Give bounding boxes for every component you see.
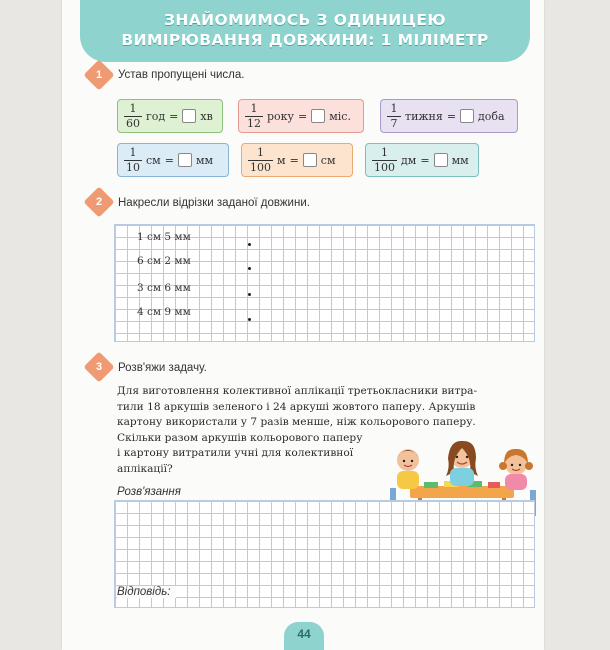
task-3-badge — [88, 356, 110, 378]
answer-box[interactable] — [303, 153, 317, 167]
unit-left: дм — [401, 153, 417, 167]
answer-box[interactable] — [311, 109, 325, 123]
unit-left: м — [277, 153, 286, 167]
fraction-box-hours — [117, 99, 223, 133]
solution-label: Розв'язання — [117, 486, 181, 498]
fraction-box-week — [380, 99, 518, 133]
fraction-box-cm — [117, 143, 229, 177]
equals-sign: = — [420, 153, 430, 167]
task-3-label: Розв'яжи задачу. — [118, 362, 207, 374]
fraction-box-dm — [365, 143, 479, 177]
page-title — [80, 10, 530, 50]
page-title-line-2: ВИМІРЮВАННЯ ДОВЖИНИ: 1 МІЛІМЕТР — [121, 31, 489, 49]
task-2-badge — [88, 191, 110, 213]
task-2-number: 2 — [95, 196, 103, 208]
answer-box[interactable] — [434, 153, 448, 167]
solution-grid[interactable] — [114, 500, 535, 608]
unit-left: року — [267, 109, 295, 123]
segment-start-dot — [248, 318, 251, 321]
fraction-box-m — [241, 143, 353, 177]
unit-right: міс. — [329, 109, 351, 123]
fraction: $\frac{1}{7}$ — [387, 103, 401, 130]
answer-label: Відповідь: — [117, 586, 176, 598]
unit-right: мм — [451, 153, 469, 167]
problem-line: і картону витратили учні для колективної — [117, 447, 354, 459]
task-3-number: 3 — [95, 361, 103, 373]
workbook-page — [62, 0, 544, 650]
equals-sign: = — [298, 109, 308, 123]
equals-sign: = — [289, 153, 299, 167]
page-number: 44 — [297, 627, 311, 641]
task-1-number: 1 — [95, 69, 103, 81]
answer-box[interactable] — [178, 153, 192, 167]
page-title-line-1: ЗНАЙОМИМОСЬ З ОДИНИЦЕЮ — [164, 11, 446, 29]
task-1-badge — [88, 64, 110, 86]
task-2-label: Накресли відрізки заданої довжини. — [118, 197, 310, 209]
problem-line: тили 18 аркушів зеленого і 24 аркуші жовтого паперу. Аркушів — [117, 400, 476, 413]
fraction: $\frac{1}{12}$ — [247, 101, 261, 130]
segment-start-dot — [248, 293, 251, 296]
fraction: $\frac{1}{60}$ — [126, 101, 140, 130]
task-1-label: Устав пропущені числа. — [118, 69, 245, 81]
fraction-box-year — [238, 99, 364, 133]
segment-start-dot — [248, 267, 251, 270]
fraction: $\frac{1}{100}$ — [374, 145, 395, 174]
segment-label-3: 3 см 6 мм — [137, 282, 191, 294]
title-banner — [80, 0, 530, 62]
unit-left: см — [146, 153, 161, 167]
segment-start-dot — [248, 243, 251, 246]
problem-line: картону використали у 7 разів менше, ніж кольорового паперу. — [117, 416, 476, 428]
problem-line: Скільки разом аркушів кольорового паперу — [117, 431, 363, 444]
unit-right: хв — [200, 109, 213, 123]
unit-left: тижня — [405, 109, 443, 123]
segment-label-1: 1 см 5 мм — [137, 231, 191, 243]
fraction: $\frac{1}{100}$ — [250, 145, 271, 174]
equals-sign: = — [169, 109, 179, 123]
equals-sign: = — [164, 153, 174, 167]
answer-box[interactable] — [460, 109, 474, 123]
unit-right: мм — [195, 153, 214, 167]
segment-label-2: 6 см 2 мм — [137, 255, 191, 267]
problem-line: Для виготовлення колективної аплікації третьокласники витра- — [117, 385, 478, 397]
equals-sign: = — [446, 109, 457, 123]
unit-left: год — [146, 109, 166, 123]
segment-label-4: 4 см 9 мм — [137, 306, 191, 318]
unit-right: доба — [478, 109, 505, 123]
answer-box[interactable] — [182, 109, 196, 123]
unit-right: см — [320, 153, 336, 167]
problem-line: аплікації? — [117, 462, 173, 475]
fraction: $\frac{1}{10}$ — [126, 145, 140, 174]
